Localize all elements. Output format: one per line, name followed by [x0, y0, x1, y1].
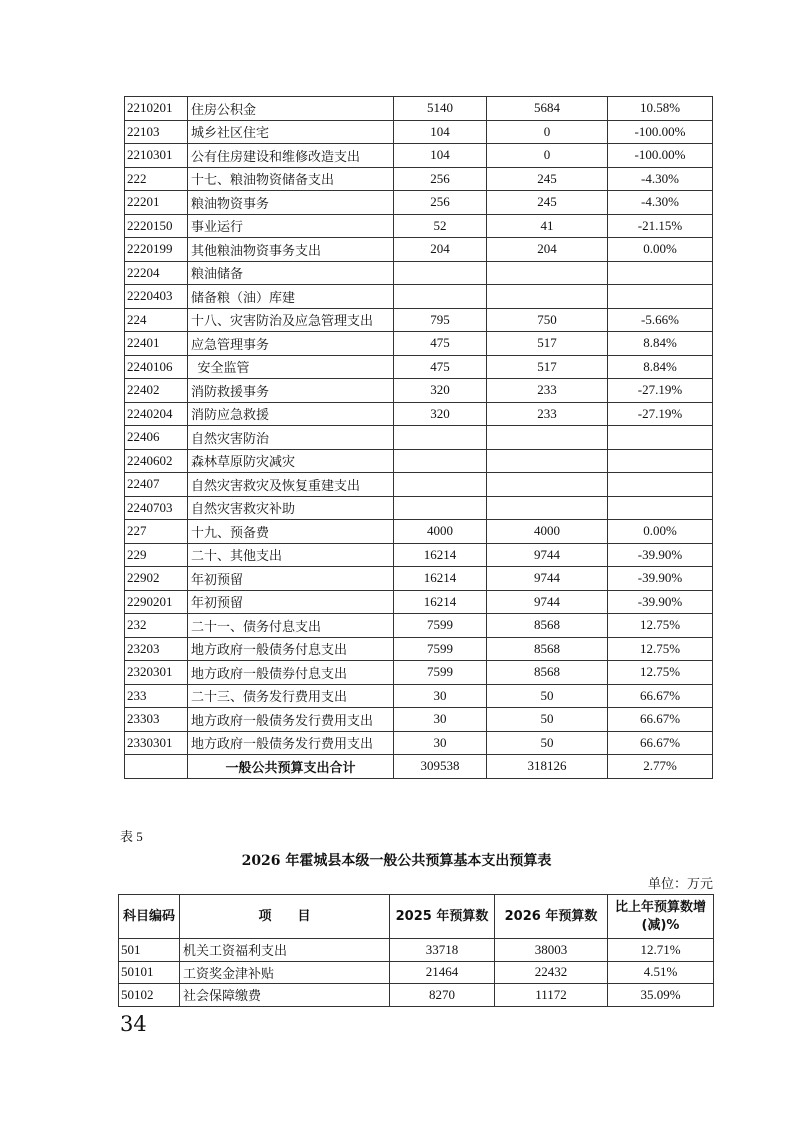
cell-2026: 9744	[487, 567, 608, 591]
cell-code: 22406	[125, 426, 188, 450]
cell-name: 粮油物资事务	[188, 191, 394, 215]
cell-2026: 5684	[487, 97, 608, 121]
cell-name: 住房公积金	[188, 97, 394, 121]
cell-2025: 5140	[394, 97, 487, 121]
cell-2026: 11172	[495, 984, 608, 1007]
table-row	[119, 939, 714, 962]
cell-2026	[487, 473, 608, 497]
cell-change: 10.58%	[608, 97, 713, 121]
cell-name: 消防救援事务	[188, 379, 394, 403]
cell-code: 22407	[125, 473, 188, 497]
cell-code: 22204	[125, 261, 188, 285]
table-row	[125, 543, 713, 567]
cell-change: -4.30%	[608, 167, 713, 191]
cell-2025: 30	[394, 708, 487, 732]
header-2025: 2025 年预算数	[390, 895, 495, 939]
cell-name: 自然灾害防治	[188, 426, 394, 450]
table-row	[125, 661, 713, 685]
cell-code: 2210201	[125, 97, 188, 121]
cell-2025	[394, 285, 487, 309]
table-row	[125, 590, 713, 614]
cell-2026: 50	[487, 684, 608, 708]
cell-2025: 104	[394, 120, 487, 144]
cell-2026: 233	[487, 402, 608, 426]
cell-2025: 16214	[394, 567, 487, 591]
cell-2026: 4000	[487, 520, 608, 544]
cell-name: 自然灾害救灾补助	[188, 496, 394, 520]
cell-code: 232	[125, 614, 188, 638]
cell-change: -27.19%	[608, 379, 713, 403]
cell-change	[608, 285, 713, 309]
cell-2026: 750	[487, 308, 608, 332]
cell-2026: 517	[487, 355, 608, 379]
cell-code: 233	[125, 684, 188, 708]
cell-code: 22103	[125, 120, 188, 144]
cell-2025: 320	[394, 402, 487, 426]
cell-name: 年初预留	[188, 567, 394, 591]
cell-2025: 320	[394, 379, 487, 403]
cell-change: 66.67%	[608, 708, 713, 732]
cell-2025	[394, 496, 487, 520]
cell-2026: 38003	[495, 939, 608, 962]
cell-2026	[487, 426, 608, 450]
cell-name: 社会保障缴费	[180, 984, 390, 1007]
total-code	[125, 755, 188, 779]
table-row	[125, 402, 713, 426]
header-name: 项 目	[180, 895, 390, 939]
budget-table-body	[125, 97, 713, 779]
cell-2025: 256	[394, 191, 487, 215]
total-row	[125, 755, 713, 779]
cell-name: 机关工资福利支出	[180, 939, 390, 962]
table-row	[119, 961, 714, 984]
cell-2025	[394, 426, 487, 450]
table-row	[125, 637, 713, 661]
cell-change: 4.51%	[608, 961, 714, 984]
total-2025: 309538	[394, 755, 487, 779]
cell-2025: 30	[394, 731, 487, 755]
header-code: 科目编码	[119, 895, 180, 939]
table-row	[125, 496, 713, 520]
cell-name: 森林草原防灾减灾	[188, 449, 394, 473]
cell-change: -21.15%	[608, 214, 713, 238]
unit-label: 单位：万元	[647, 876, 713, 891]
cell-2026: 233	[487, 379, 608, 403]
cell-2026: 0	[487, 144, 608, 168]
cell-2025: 52	[394, 214, 487, 238]
cell-change: -39.90%	[608, 590, 713, 614]
cell-2026: 8568	[487, 614, 608, 638]
cell-2026: 9744	[487, 590, 608, 614]
cell-name: 年初预留	[188, 590, 394, 614]
cell-2026: 245	[487, 191, 608, 215]
cell-code: 2220150	[125, 214, 188, 238]
cell-name: 其他粮油物资事务支出	[188, 238, 394, 262]
cell-change: 8.84%	[608, 332, 713, 356]
cell-2025	[394, 473, 487, 497]
cell-name: 安全监管	[188, 355, 394, 379]
cell-2025: 475	[394, 355, 487, 379]
table-row	[125, 261, 713, 285]
cell-code: 2240106	[125, 355, 188, 379]
cell-2025: 33718	[390, 939, 495, 962]
cell-2025: 30	[394, 684, 487, 708]
cell-change: 12.75%	[608, 614, 713, 638]
cell-name: 储备粮（油）库建	[188, 285, 394, 309]
cell-2025: 8270	[390, 984, 495, 1007]
cell-2025: 7599	[394, 614, 487, 638]
total-label: 一般公共预算支出合计	[188, 755, 394, 779]
cell-2026: 517	[487, 332, 608, 356]
cell-name: 公有住房建设和维修改造支出	[188, 144, 394, 168]
cell-code: 23203	[125, 637, 188, 661]
basic-expenditure-body	[119, 939, 714, 1007]
cell-2025	[394, 449, 487, 473]
cell-name: 工资奖金津补贴	[180, 961, 390, 984]
cell-2026	[487, 496, 608, 520]
table-row	[125, 520, 713, 544]
table-row	[125, 567, 713, 591]
cell-2026: 204	[487, 238, 608, 262]
cell-change: -4.30%	[608, 191, 713, 215]
cell-change	[608, 261, 713, 285]
table-row	[125, 614, 713, 638]
cell-2026	[487, 261, 608, 285]
cell-change: 35.09%	[608, 984, 714, 1007]
cell-2025	[394, 261, 487, 285]
cell-change: 12.71%	[608, 939, 714, 962]
cell-code: 501	[119, 939, 180, 962]
cell-2025: 16214	[394, 543, 487, 567]
cell-name: 地方政府一般债务付息支出	[188, 637, 394, 661]
cell-name: 地方政府一般债券付息支出	[188, 661, 394, 685]
cell-code: 2240204	[125, 402, 188, 426]
cell-code: 224	[125, 308, 188, 332]
cell-name: 消防应急救援	[188, 402, 394, 426]
cell-2026: 50	[487, 731, 608, 755]
cell-2025: 795	[394, 308, 487, 332]
cell-change: 0.00%	[608, 520, 713, 544]
cell-code: 222	[125, 167, 188, 191]
cell-change	[608, 473, 713, 497]
cell-change: 66.67%	[608, 731, 713, 755]
cell-code: 22902	[125, 567, 188, 591]
table-row	[125, 308, 713, 332]
header-change: 比上年预算数增(减)%	[608, 895, 714, 939]
cell-2026: 22432	[495, 961, 608, 984]
cell-code: 50102	[119, 984, 180, 1007]
cell-code: 2240602	[125, 449, 188, 473]
cell-name: 应急管理事务	[188, 332, 394, 356]
cell-change: 66.67%	[608, 684, 713, 708]
cell-code: 2320301	[125, 661, 188, 685]
table-row	[125, 473, 713, 497]
table-label: 表 5	[120, 829, 143, 844]
cell-code: 22402	[125, 379, 188, 403]
cell-change: 12.75%	[608, 661, 713, 685]
cell-2026: 8568	[487, 661, 608, 685]
cell-2025: 256	[394, 167, 487, 191]
table-row	[125, 167, 713, 191]
table-row	[125, 144, 713, 168]
cell-change: -100.00%	[608, 120, 713, 144]
cell-name: 二十、其他支出	[188, 543, 394, 567]
cell-code: 23303	[125, 708, 188, 732]
table-row	[125, 684, 713, 708]
cell-2026: 41	[487, 214, 608, 238]
table-row	[125, 426, 713, 450]
cell-name: 十八、灾害防治及应急管理支出	[188, 308, 394, 332]
cell-name: 地方政府一般债务发行费用支出	[188, 731, 394, 755]
cell-name: 粮油储备	[188, 261, 394, 285]
cell-2026: 9744	[487, 543, 608, 567]
cell-code: 2210301	[125, 144, 188, 168]
cell-code: 2220403	[125, 285, 188, 309]
cell-code: 2220199	[125, 238, 188, 262]
cell-2025: 4000	[394, 520, 487, 544]
cell-2025: 21464	[390, 961, 495, 984]
cell-code: 227	[125, 520, 188, 544]
table-row	[125, 120, 713, 144]
table-row	[125, 449, 713, 473]
cell-change: -27.19%	[608, 402, 713, 426]
table-row	[125, 731, 713, 755]
cell-code: 2330301	[125, 731, 188, 755]
cell-change	[608, 426, 713, 450]
cell-change: -5.66%	[608, 308, 713, 332]
table-row	[119, 984, 714, 1007]
cell-name: 自然灾害救灾及恢复重建支出	[188, 473, 394, 497]
table-header-row	[119, 895, 714, 939]
cell-name: 地方政府一般债务发行费用支出	[188, 708, 394, 732]
table-row	[125, 285, 713, 309]
total-2026: 318126	[487, 755, 608, 779]
cell-2026	[487, 449, 608, 473]
cell-2025: 204	[394, 238, 487, 262]
table-row	[125, 355, 713, 379]
cell-change: 0.00%	[608, 238, 713, 262]
basic-expenditure-table	[118, 894, 714, 1007]
cell-2026: 8568	[487, 637, 608, 661]
cell-2025: 16214	[394, 590, 487, 614]
cell-name: 事业运行	[188, 214, 394, 238]
header-2026: 2026 年预算数	[495, 895, 608, 939]
table-row	[125, 214, 713, 238]
cell-name: 十七、粮油物资储备支出	[188, 167, 394, 191]
table-row	[125, 238, 713, 262]
cell-name: 城乡社区住宅	[188, 120, 394, 144]
cell-2025: 104	[394, 144, 487, 168]
cell-code: 2240703	[125, 496, 188, 520]
cell-code: 229	[125, 543, 188, 567]
cell-change	[608, 496, 713, 520]
table-row	[125, 332, 713, 356]
cell-change: 12.75%	[608, 637, 713, 661]
page-number: 34	[120, 1012, 147, 1036]
cell-2026: 0	[487, 120, 608, 144]
cell-change: -100.00%	[608, 144, 713, 168]
cell-change: 8.84%	[608, 355, 713, 379]
table-row	[125, 191, 713, 215]
cell-code: 22401	[125, 332, 188, 356]
cell-change: -39.90%	[608, 543, 713, 567]
table-row	[125, 379, 713, 403]
cell-code: 50101	[119, 961, 180, 984]
cell-name: 十九、预备费	[188, 520, 394, 544]
cell-name: 二十一、债务付息支出	[188, 614, 394, 638]
cell-code: 22201	[125, 191, 188, 215]
cell-2025: 7599	[394, 637, 487, 661]
table-row	[125, 708, 713, 732]
cell-name: 二十三、债务发行费用支出	[188, 684, 394, 708]
cell-2026	[487, 285, 608, 309]
cell-change: -39.90%	[608, 567, 713, 591]
cell-2025: 7599	[394, 661, 487, 685]
cell-change	[608, 449, 713, 473]
cell-code: 2290201	[125, 590, 188, 614]
table-title: 2026 年霍城县本级一般公共预算基本支出预算表	[241, 853, 552, 869]
cell-2025: 475	[394, 332, 487, 356]
cell-2026: 245	[487, 167, 608, 191]
table-row	[125, 97, 713, 121]
budget-table-continued	[124, 96, 713, 779]
total-change: 2.77%	[608, 755, 713, 779]
cell-2026: 50	[487, 708, 608, 732]
